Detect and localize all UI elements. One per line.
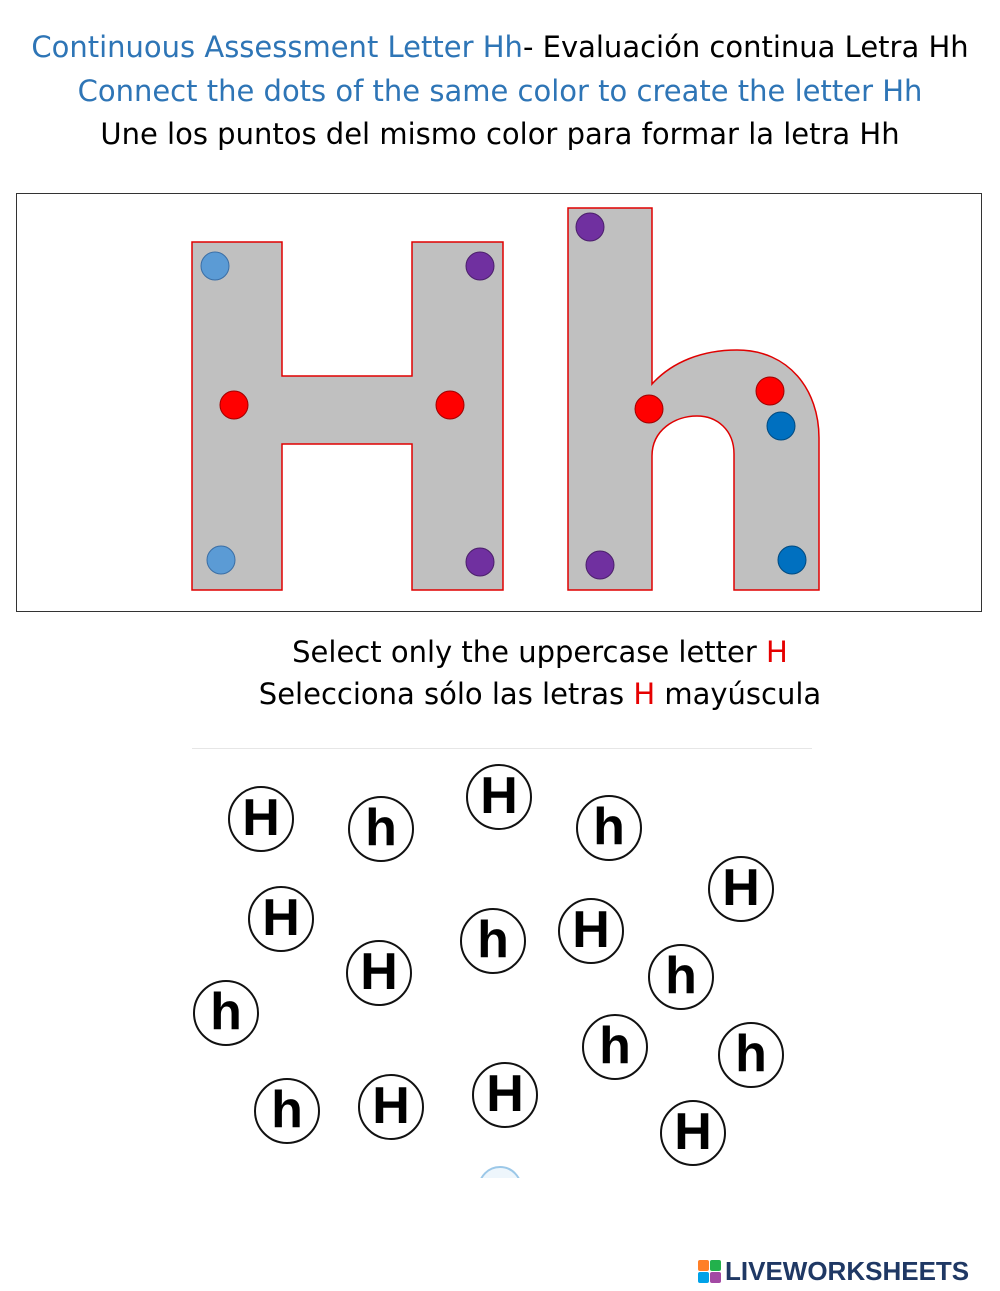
partial-bubble [478,1166,524,1178]
letter-bubble[interactable]: H [358,1074,424,1140]
letter-bubble[interactable]: h [254,1078,320,1144]
select-es-suffix: mayúscula [655,677,822,711]
letter-bubble[interactable]: h [348,796,414,862]
instruction-spanish: Une los puntos del mismo color para formar la letra Hh [100,117,900,151]
select-es-text: Selecciona sólo las letras [258,677,634,711]
select-es-letter: H [633,677,656,711]
letter-bubble[interactable]: h [718,1022,784,1088]
letter-bubble[interactable]: H [466,764,532,830]
dot-darkblue-h-upper[interactable] [767,412,795,440]
select-instruction-english [40,635,1000,669]
select-en-text: Select only the uppercase letter [292,635,767,669]
dot-purple-h-top[interactable] [576,213,604,241]
letter-bubble[interactable]: H [558,898,624,964]
dot-purple-h-bottom[interactable] [586,551,614,579]
dot-darkblue-h-bottom[interactable] [778,546,806,574]
dot-red-mid-right[interactable] [436,391,464,419]
dot-red-h-left[interactable] [635,395,663,423]
letter-bubble[interactable]: H [472,1062,538,1128]
logo-text: LIVEWORKSHEETS [725,1255,970,1286]
tracing-area[interactable] [16,193,982,612]
select-en-letter: H [766,635,788,669]
divider [192,748,812,749]
letter-bubble[interactable]: h [193,980,259,1046]
logo-icon [698,1260,721,1283]
instruction-english: Connect the dots of the same color to create the letter Hh [77,74,923,108]
title-english: Continuous Assessment Letter Hh [31,30,523,64]
dot-blue-bottom-left[interactable] [207,546,235,574]
letter-bubble[interactable]: H [228,786,294,852]
dot-red-mid-left[interactable] [220,391,248,419]
letter-bubble[interactable]: H [248,886,314,952]
letter-bubble[interactable]: H [346,940,412,1006]
letter-bubble[interactable]: h [582,1014,648,1080]
letter-bubble[interactable]: H [708,856,774,922]
title-spanish: - Evaluación continua Letra Hh [522,30,969,64]
dot-purple-top-right[interactable] [466,252,494,280]
tracing-canvas[interactable] [17,194,983,613]
dot-blue-top-left[interactable] [201,252,229,280]
dot-red-h-right[interactable] [756,377,784,405]
select-instruction-spanish [40,677,1000,711]
page-title [0,30,1000,64]
letter-bubble[interactable]: h [460,908,526,974]
letter-bubble[interactable]: H [660,1100,726,1166]
dot-purple-bottom-right[interactable] [466,548,494,576]
liveworksheets-logo [698,1255,970,1286]
letter-bubble[interactable]: h [648,944,714,1010]
letter-bubble[interactable]: h [576,795,642,861]
